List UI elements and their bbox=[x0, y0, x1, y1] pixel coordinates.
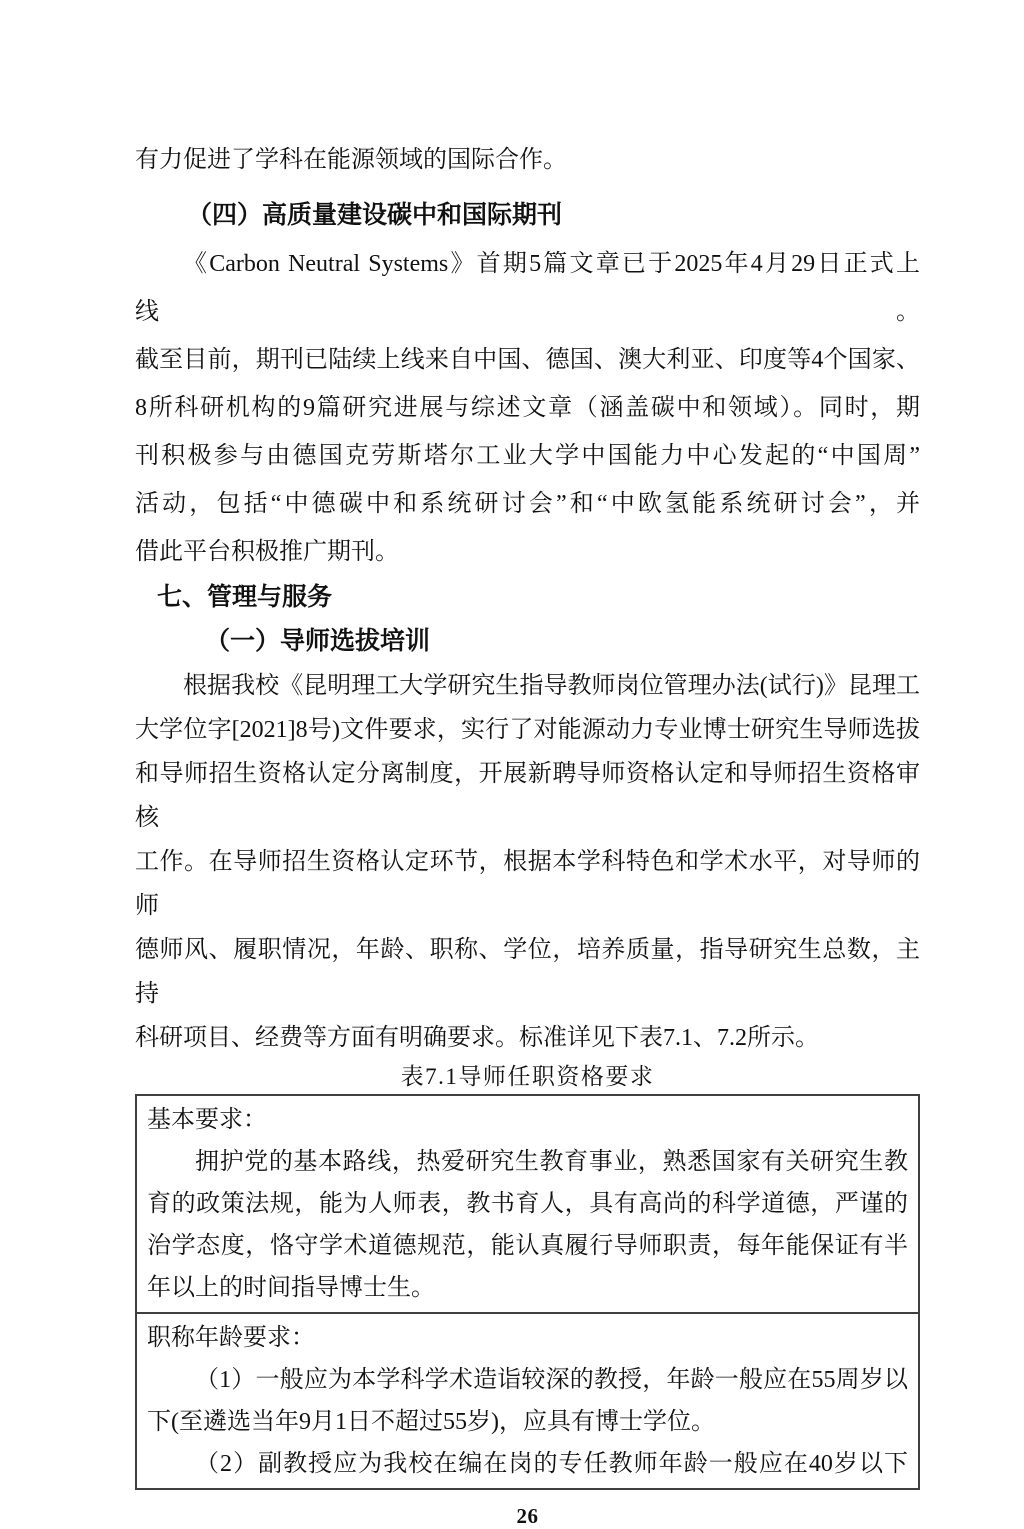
table-cell-line: 育的政策法规，能为人师表，教书育人，具有高尚的科学道德，严谨的 bbox=[147, 1191, 908, 1217]
paragraph-line: 和导师招生资格认定分离制度，开展新聘导师资格认定和导师招生资格审核 bbox=[135, 761, 920, 831]
section4-heading: （四）高质量建设碳中和国际期刊 bbox=[187, 202, 563, 229]
table-row-title-age-requirements bbox=[137, 1314, 918, 1488]
mentor-qualification-table bbox=[135, 1094, 920, 1490]
paragraph-line: 德师风、履职情况，年龄、职称、学位，培养质量，指导研究生总数，主持 bbox=[135, 937, 920, 1007]
table-row-basic-requirements bbox=[137, 1096, 918, 1314]
section7-heading: 七、管理与服务 bbox=[157, 584, 333, 611]
paragraph-line: 工作。在导师招生资格认定环节，根据本学科特色和学术水平，对导师的师 bbox=[135, 849, 920, 919]
paragraph-line: 科研项目、经费等方面有明确要求。标准详见下表7.1、7.2所示。 bbox=[135, 1025, 819, 1051]
mentor-selection-paragraph bbox=[135, 664, 920, 1060]
paragraph-line: 截至目前，期刊已陆续上线来自中国、德国、澳大利亚、印度等4个国家、 bbox=[135, 347, 920, 373]
page-number: 26 bbox=[516, 1504, 539, 1528]
paragraph-line: 大学位字[2021]8号)文件要求，实行了对能源动力专业博士研究生导师选拔 bbox=[135, 717, 920, 743]
table-cell-line: （1）一般应为本学科学术造诣较深的教授，年龄一般应在55周岁以 bbox=[195, 1367, 908, 1393]
table-cell-line: 拥护党的基本路线，热爱研究生教育事业，熟悉国家有关研究生教 bbox=[195, 1149, 908, 1175]
table-cell-line: 职称年龄要求： bbox=[147, 1325, 315, 1351]
table-cell-line: （2）副教授应为我校在编在岗的专任教师年龄一般应在40岁以下 bbox=[195, 1451, 908, 1477]
journal-paragraph bbox=[135, 240, 920, 576]
paragraph-line: 《Carbon Neutral Systems》首期5篇文章已于2025年4月29日正式上线。 bbox=[135, 251, 920, 325]
table-cell-line: 年以上的时间指导博士生。 bbox=[147, 1275, 435, 1301]
paragraph-line: 8所科研机构的9篇研究进展与综述文章（涵盖碳中和领域）。同时，期 bbox=[135, 395, 920, 421]
table-cell-line: 下(至遴选当年9月1日不超过55岁)，应具有博士学位。 bbox=[147, 1409, 715, 1435]
table-caption: 表7.1导师任职资格要求 bbox=[400, 1064, 655, 1089]
table-cell-line: 治学态度，恪守学术道德规范，能认真履行导师职责，每年能保证有半 bbox=[147, 1233, 908, 1259]
paragraph-line: 借此平台积极推广期刊。 bbox=[135, 539, 399, 565]
paragraph-line: 根据我校《昆明理工大学研究生指导教师岗位管理办法(试行)》昆理工 bbox=[183, 673, 920, 699]
paragraph-line: 刊积极参与由德国克劳斯塔尔工业大学中国能力中心发起的“中国周” bbox=[135, 443, 920, 469]
paragraph-line: 有力促进了学科在能源领域的国际合作。 bbox=[135, 147, 567, 173]
paragraph-line: 活动，包括“中德碳中和系统研讨会”和“中欧氢能系统研讨会”，并 bbox=[135, 491, 920, 517]
table-cell-line: 基本要求： bbox=[147, 1107, 267, 1133]
section7-sub1-heading: （一）导师选拔培训 bbox=[205, 628, 431, 655]
